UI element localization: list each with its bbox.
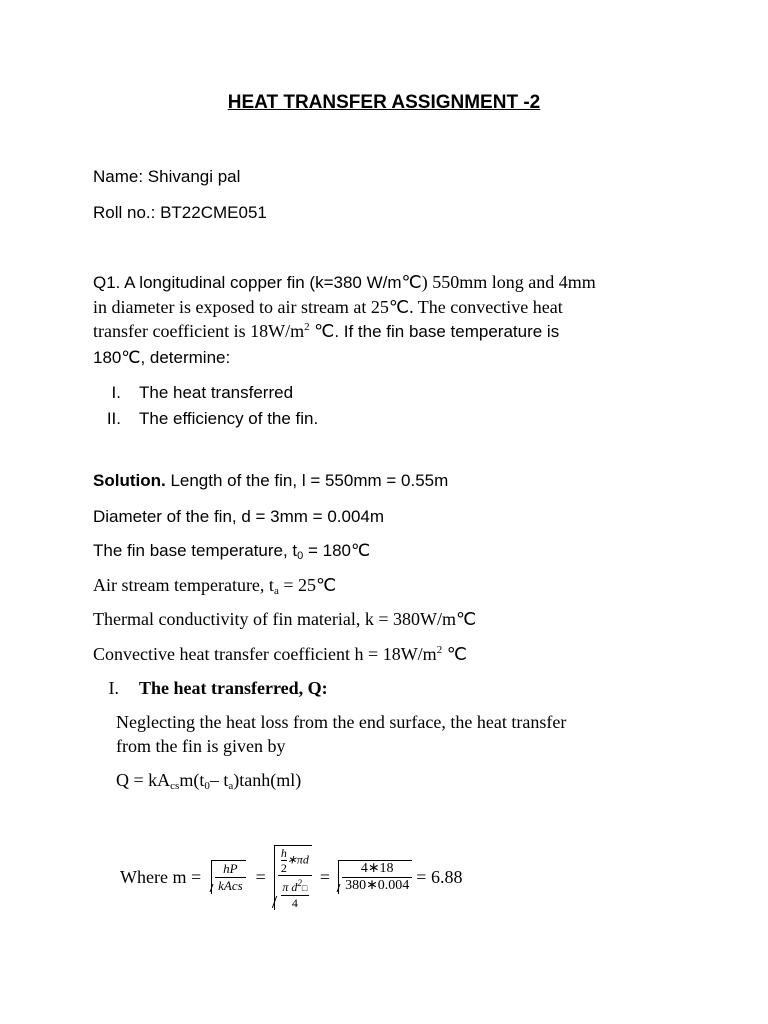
solution-paragraph-1: Neglecting the heat loss from the end surface, the heat transfer (116, 712, 567, 732)
fraction-expanded: $\frac{h}{2}$ ∗πd π $d^2□$ 4 (278, 846, 312, 910)
question-line-2: in diameter is exposed to air stream at 25℃. The convective heat (93, 297, 563, 317)
solution-line-2: Diameter of the fin, d = 3mm = 0.004m (93, 507, 385, 526)
fraction-hp-kacs: $\frac{hP}{\text{kAcs}}$ (215, 861, 246, 894)
solution-line-4: Air stream temperature, $t_a$ = 25℃ (93, 575, 337, 597)
heat-transfer-equation: $Q = kA_{cs}m(t_0-$ $t_a)\tanh(ml)$ (116, 770, 302, 792)
roll-number: Roll no.: BT22CME051 (93, 203, 267, 222)
question-line-1: Q1. A longitudinal copper fin (k=380 W/m℃) 550mm long and 4mm (93, 272, 596, 292)
sqrt-hp-kacs (205, 860, 246, 894)
fraction-numeric: $\frac{4∗18}{380∗0.004}$ (342, 861, 412, 894)
part-heading: I. The heat transferred, Q: (108, 678, 328, 698)
list-item: I. The heat transferred (111, 383, 294, 402)
page-title: HEAT TRANSFER ASSIGNMENT -2 (227, 92, 541, 113)
sqrt-expanded (268, 845, 312, 910)
sqrt-numeric (332, 860, 412, 894)
question-line-3: transfer coefficient is $18W/m^2$ ℃. If the fin base temperature is (93, 321, 560, 341)
solution-line-1: Solution. Length of the fin, l = 550mm = 0.55m (93, 471, 449, 490)
solution-paragraph-2: from the fin is given by (116, 736, 286, 756)
student-name: Name: Shivangi pal (93, 167, 241, 186)
list-item: II. The efficiency of the fin. (106, 409, 319, 428)
m-formula: Where m = $\frac{hP}{\text{kAcs}}$ = $\frac{h}{2}$ ∗πd π $d^2□$ 4 = $\frac{4∗18}{380∗0.004}$ = 6.88 (120, 845, 463, 910)
question-line-4: 180℃, determine: (93, 348, 231, 367)
solution-line-6: Convective heat transfer coefficient $h = 18W/m^2$ ℃ (93, 644, 467, 664)
m-result: = 6.88 (416, 866, 463, 887)
solution-line-5: Thermal conductivity of fin material, k = 380W/m℃ (93, 609, 477, 629)
solution-line-3: The fin base temperature, $t_0$ = 180℃ (93, 541, 371, 562)
where-label: Where m = (120, 866, 202, 887)
